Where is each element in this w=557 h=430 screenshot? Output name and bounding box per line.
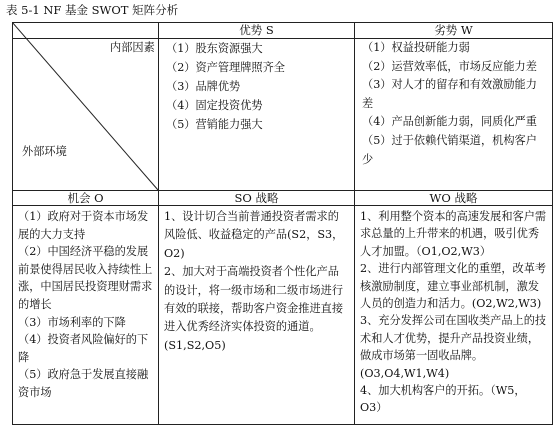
so-strategy-list — [164, 208, 349, 355]
table-caption: 表 5-1 NF 基金 SWOT 矩阵分析 — [6, 3, 179, 17]
header-strengths: 优势 S — [239, 23, 274, 37]
list-item: （1）股东资源强大 — [166, 42, 263, 55]
list-item: （3）品牌优势 — [166, 80, 241, 93]
list-item: （5）过于依赖代销渠道，机构客户少 — [362, 133, 537, 166]
weaknesses-list — [362, 39, 545, 169]
list-item: （1）政府对于资本市场发展的大力支持 — [18, 210, 149, 241]
list-item: 2、进行内部管理文化的重塑，改革考核激励制度，建立事业部机制，激发人员的创造力和活力。(O2,W2,W3) — [360, 262, 547, 311]
header-weaknesses: 劣势 W — [434, 23, 473, 37]
table-border-right — [552, 22, 553, 425]
strengths-list — [166, 39, 346, 134]
list-item: （3）对人才的留存和有效激励能力差 — [362, 78, 537, 110]
list-item: （4）投资者风险偏好的下降 — [18, 333, 149, 364]
wo-strategy-list — [360, 208, 547, 417]
column-divider-2 — [354, 22, 355, 425]
list-item: （5）政府急于发展直接融资市场 — [18, 368, 149, 399]
opportunities-list — [18, 208, 154, 402]
header-opportunities: 机会 O — [67, 191, 104, 205]
list-item: （2）中国经济平稳的发展前景使得居民收入持续性上涨，中国居民投资理财需求的增长 — [18, 245, 153, 311]
list-item: （5）营销能力强大 — [166, 118, 263, 131]
list-item: （1）权益投研能力弱 — [362, 41, 470, 54]
list-item: （3）市场利率的下降 — [18, 315, 126, 329]
corner-label-external: 外部环境 — [22, 145, 67, 158]
list-item: 2、加大对于高端投资者个性化产品的设计，将一级市场和二级市场进行有效的联接，帮助客户资金推进直接进入优秀经济实体投资的通道。(S1,S2,O5) — [164, 265, 344, 352]
table-border-bottom — [12, 424, 553, 425]
list-item: （4）产品创新能力弱，同质化严重 — [362, 115, 537, 129]
list-item: （2）资产管理牌照齐全 — [166, 61, 285, 74]
list-item: 3、充分发挥公司在国收类产品上的技术和人才优势，提升产品投资业绩，做成市场第一固收品牌。(O3,O4,W1,W4) — [360, 314, 547, 380]
list-item: （2）运营效率低，市场反应能力差 — [362, 59, 537, 73]
list-item: 1、设计切合当前普通投资者需求的风险低、收益稳定的产品(S2，S3，O2) — [164, 210, 344, 260]
header-so-strategy: SO 战略 — [234, 191, 279, 205]
list-item: 1、利用整个资本的高速发展和客户需求总量的上升带来的机遇，吸引优秀人才加盟。（O1,O2,W3） — [360, 210, 547, 258]
list-item: 4、加大机构客户的开拓。（W5，O3） — [360, 384, 526, 415]
corner-label-internal: 内部因素 — [110, 41, 155, 54]
list-item: （4）固定投资优势 — [166, 99, 263, 112]
strategy-header-divider — [12, 205, 553, 206]
header-wo-strategy: WO 战略 — [429, 191, 478, 205]
swot-matrix-table — [12, 22, 553, 425]
